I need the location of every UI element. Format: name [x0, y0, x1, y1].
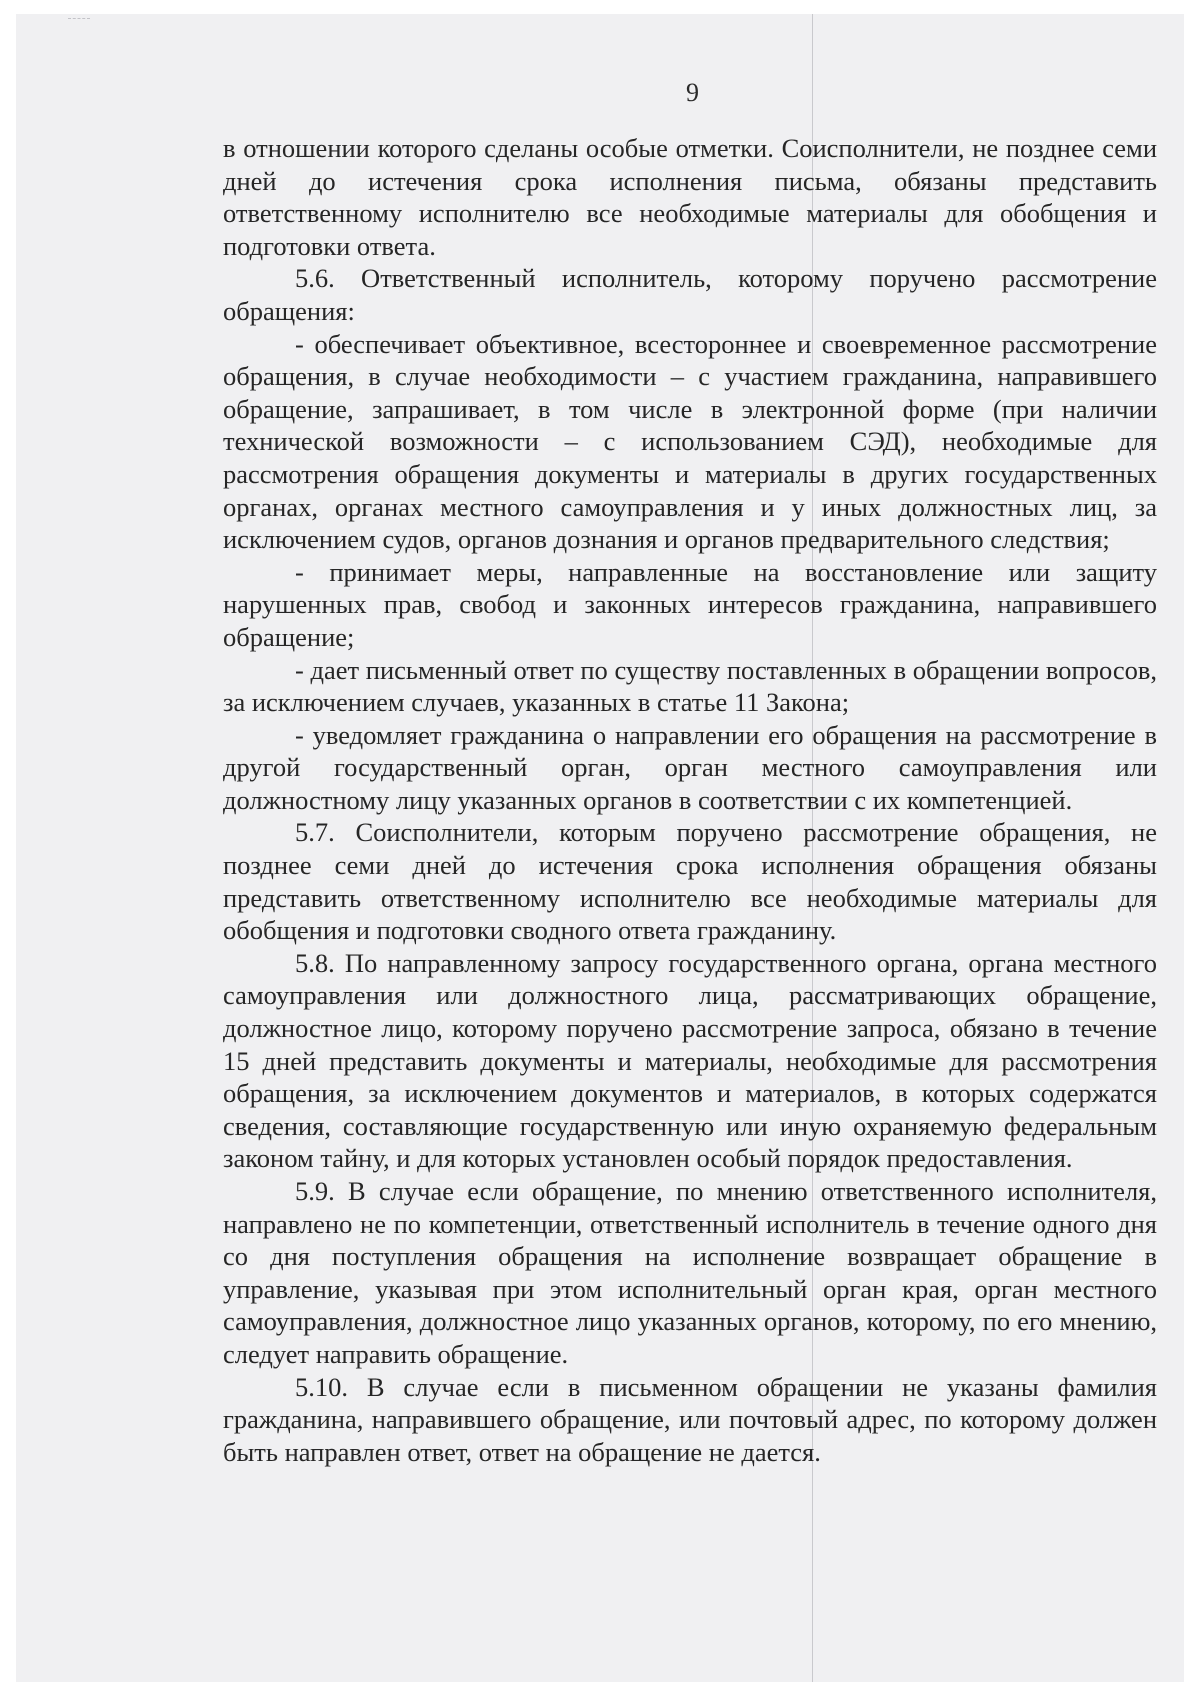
paragraph-5-9: 5.9. В случае если обращение, по мнению ответственного исполнителя, направлено не по компетенции, ответственный исполнитель в течение одного дня со дня поступления обращения на исполнение возвращает обращение в управление, указывая при этом исполнительный орган края, орган местного самоуправления, должностное лицо указанных органов, которому, по его мнению, следует направить обращение. [223, 1176, 1157, 1369]
paragraph-5-6-item-4: - уведомляет гражданина о направлении его обращения на рассмотрение в другой государственный орган, орган местного самоуправления или должностному лицу указанных органов в соответствии с их компетенцией. [223, 719, 1157, 815]
paragraph-5-6-item-1: - обеспечивает объективное, всестороннее и своевременное рассмотрение обращения, в случае необходимости – с участием гражданина, направившего обращение, запрашивает, в том числе в электронной форме (при наличии технической возможности – с использованием СЭД), необходимые для рассмотрения обращения документы и материалы в других государственных органах, органах местного самоуправления и у иных должностных лиц, за исключением судов, органов дознания и органов предварительного следствия; [223, 328, 1157, 555]
paragraph-continuation: в отношении которого сделаны особые отметки. Соисполнители, не позднее семи дней до истечения срока исполнения письма, обязаны представить ответственному исполнителю все необходимые материалы для обобщения и подготовки ответа. [223, 133, 1157, 261]
paragraph-5-10: 5.10. В случае если в письменном обращении не указаны фамилия гражданина, направившего обращение, или почтовый адрес, по которому должен быть направлен ответ, ответ на обращение не дается. [223, 1371, 1157, 1467]
paragraph-5-6-item-3: - дает письменный ответ по существу поставленных в обращении вопросов, за исключением случаев, указанных в статье 11 Закона; [223, 654, 1157, 718]
document-body [223, 132, 1157, 1468]
paragraph-5-7: 5.7. Соисполнители, которым поручено рассмотрение обращения, не позднее семи дней до истечения срока исполнения обращения обязаны представить ответственному исполнителю все необходимые материалы для обобщения и подготовки сводного ответа гражданину. [223, 817, 1157, 946]
paragraph-5-6-item-2: - принимает меры, направленные на восстановление или защиту нарушенных прав, свобод и законных интересов гражданина, направившего обращение; [223, 556, 1157, 652]
paragraph-5-6: 5.6. Ответственный исполнитель, которому поручено рассмотрение обращения: [223, 263, 1157, 326]
scan-artifact [68, 18, 90, 22]
page-number: 9 [686, 78, 699, 107]
paragraph-5-8: 5.8. По направленному запросу государственного органа, органа местного самоуправления или должностного лица, рассматривающих обращение, должностное лицо, которому поручено рассмотрение запроса, обязано в течение 15 дней представить документы и материалы, необходимые для рассмотрения обращения, за исключением документов и материалов, в которых содержатся сведения, составляющие государственную или иную охраняемую федеральным законом тайну, и для которых установлен особый порядок предоставления. [223, 947, 1157, 1174]
